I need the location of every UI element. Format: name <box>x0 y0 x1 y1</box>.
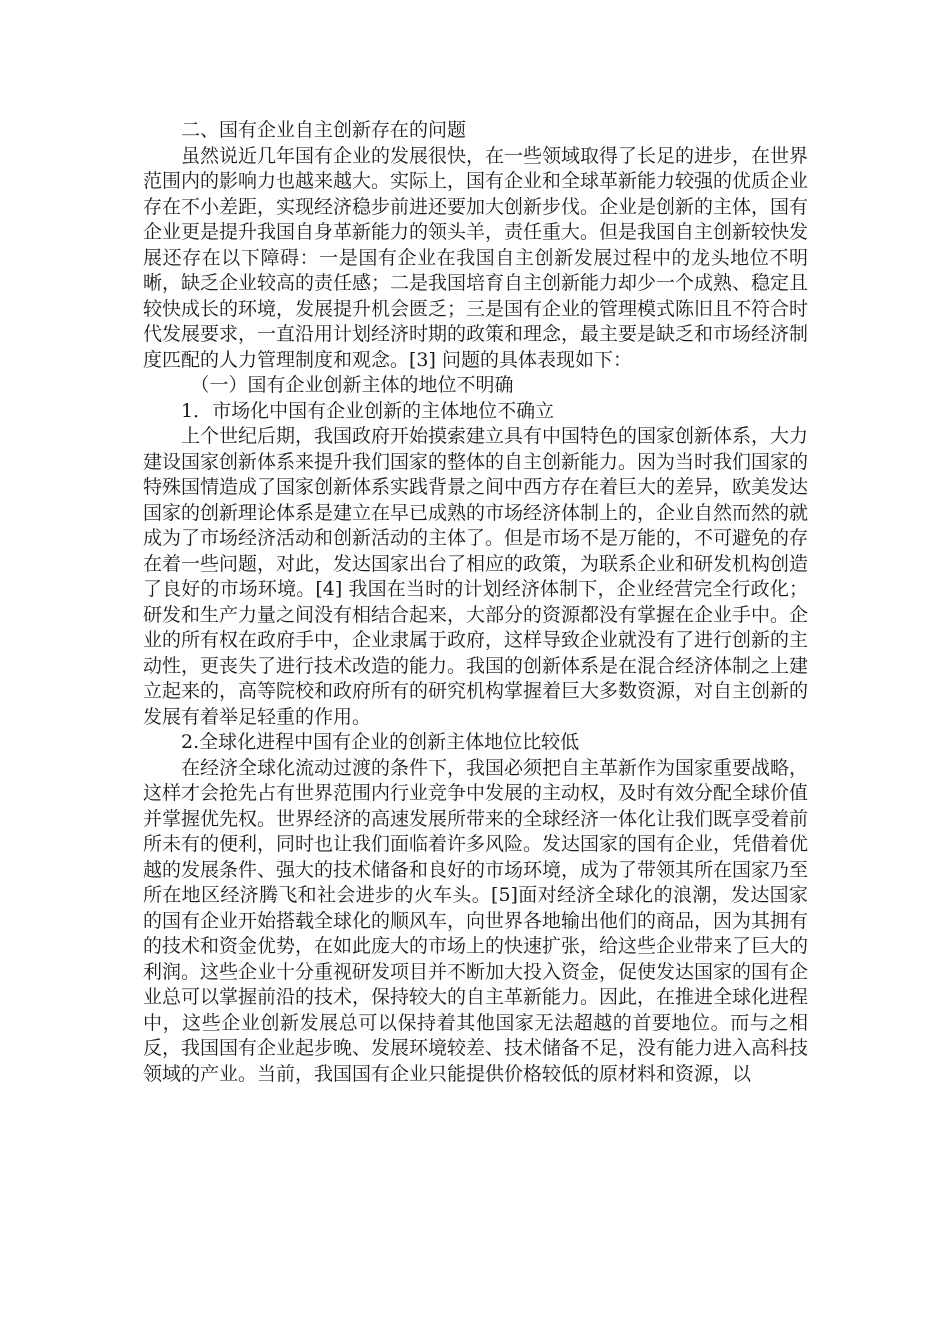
subsection-title: （一）国有企业创新主体的地位不明确 <box>190 374 514 396</box>
paragraph-globalization: 在经济全球化流动过渡的条件下，我国必须把自主革新作为国家重要战略，这样才会抢先占有世界范围内行业竞争中发展的主动权，及时有效分配全球价值并掌握优先权。世界经济的高速发展所带来的全球经济一体化让我们既享受着前所未有的便利，同时也让我们面临着许多风险。发达国家的国有企业，凭借着优越的发展条件、强大的技术储备和良好的市场环境，成为了带领其所在国家乃至所在地区经济腾飞和社会进步的火车头。[5]面对经济全球化的浪潮，发达国家的国有企业开始搭载全球化的顺风车，向世界各地输出他们的商品，因为其拥有的技术和资金优势，在如此庞大的市场上的快速扩张，给这些企业带来了巨大的利润。这些企业十分重视研发项目并不断加大投入资金，促使发达国家的国有企业总可以掌握前沿的技术，保持较大的自主革新能力。因此，在推进全球化进程中，这些企业创新发展总可以保持着其他国家无法超越的首要地位。而与之相反，我国国有企业起步晚、发展环境较差、技术储备不足，没有能力进入高科技领域的产业。当前，我国国有企业只能提供价格较低的原材料和资源，以 <box>143 756 809 1085</box>
item-1-title: 1．市场化中国有企业创新的主体地位不确立 <box>181 399 555 422</box>
section-title: 二、国有企业自主创新存在的问题 <box>181 119 467 141</box>
document-page <box>143 118 808 1087</box>
paragraph-market: 上个世纪后期，我国政府开始摸索建立具有中国特色的国家创新体系，大力建设国家创新体系来提升我们国家的整体的自主创新能力。因为当时我们国家的特殊国情造成了国家创新体系实践背景之间中西方存在着巨大的差异，欧美发达国家的创新理论体系是建立在早已成熟的市场经济体制上的，企业自然而然的就成为了市场经济活动和创新活动的主体了。但是市场不是万能的，不可避免的存在着一些问题，对此，发达国家出台了相应的政策，为联系企业和研发机构创造了良好的市场环境。[4] 我国在当时的计划经济体制下，企业经营完全行政化；研发和生产力量之间没有相结合起来，大部分的资源都没有掌握在企业手中。企业的所有权在政府手中，企业隶属于政府，这样导致企业就没有了进行创新的主动性，更丧失了进行技术改造的能力。我国的创新体系是在混合经济体制之上建立起来的，高等院校和政府所有的研究机构掌握着巨大多数资源，对自主创新的发展有着举足轻重的作用。 <box>143 425 809 728</box>
item-2-title: 2.全球化进程中国有企业的创新主体地位比较低 <box>181 731 580 753</box>
paragraph-intro: 虽然说近几年国有企业的发展很快，在一些领域取得了长足的进步，在世界范围内的影响力也越来越大。实际上，国有企业和全球革新能力较强的优质企业存在不小差距，实现经济稳步前进还要加大创新步伐。企业是创新的主体，国有企业更是提升我国自身革新能力的领头羊，责任重大。但是我国自主创新较快发展还存在以下障碍：一是国有企业在我国自主创新发展过程中的龙头地位不明晰，缺乏企业较高的责任感；二是我国培育自主创新能力却少一个成熟、稳定且较快成长的环境，发展提升机会匮乏；三是国有企业的管理模式陈旧且不符合时代发展要求，一直沿用计划经济时期的政策和理念，最主要是缺乏和市场经济制度匹配的人力管理制度和观念。[3] 问题的具体表现如下： <box>143 144 809 371</box>
